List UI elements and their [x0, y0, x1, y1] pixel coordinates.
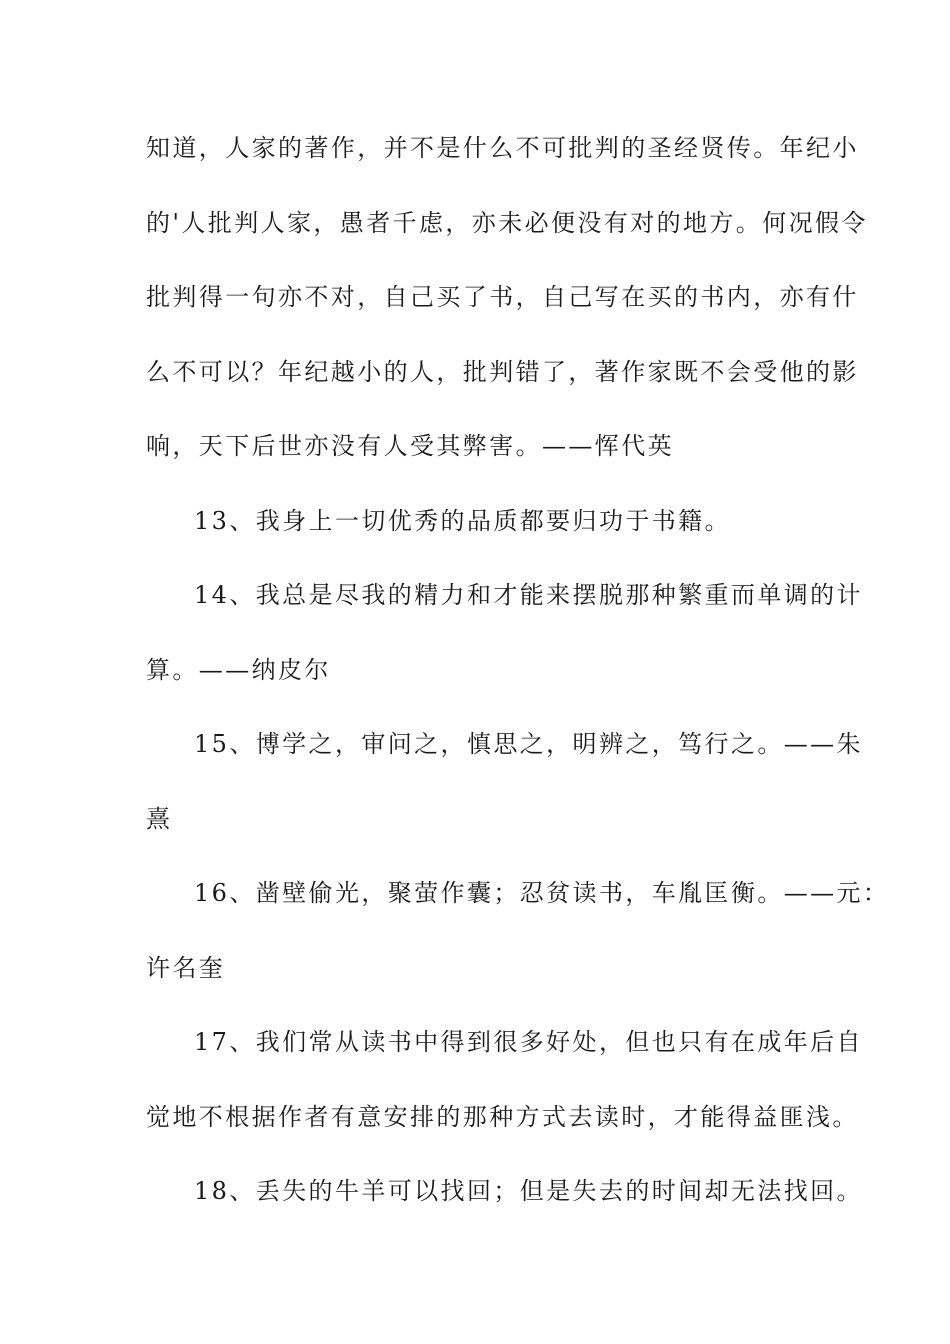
quote-18: 18、丢失的牛羊可以找回；但是失去的时间却无法找回。: [194, 1177, 863, 1205]
text-line: 批判得一句亦不对，自己买了书，自己写在买的书内，亦有什: [146, 283, 859, 311]
text-line: 响，天下后世亦没有人受其弊害。——恽代英: [146, 432, 674, 460]
text-line: 的'人批判人家，愚者千虑，亦未必便没有对的地方。何况假令: [146, 208, 868, 237]
text-line: 熹: [146, 804, 173, 833]
text-line: 算。——纳皮尔: [146, 655, 331, 684]
text-line: 么不可以？年纪越小的人，批判错了，著作家既不会受他的影: [146, 357, 859, 386]
text-line: 觉地不根据作者有意安排的那种方式去读时，才能得益匪浅。: [146, 1102, 859, 1131]
quote-14: 14、我总是尽我的精力和才能来摆脱那种繁重而单调的计: [194, 581, 863, 609]
text-line: 知道，人家的著作，并不是什么不可批判的圣经贤传。年纪小: [146, 134, 859, 162]
quote-13: 13、我身上一切优秀的品质都要归功于书籍。: [194, 506, 731, 535]
quote-16: 16、凿壁偷光，聚萤作囊；忍贫读书，车胤匡衡。——元：: [194, 879, 890, 907]
quote-15: 15、博学之，审问之，慎思之，明辨之，笃行之。——朱: [194, 730, 863, 758]
text-line: 许名奎: [146, 953, 226, 982]
quote-17: 17、我们常从读书中得到很多好处，但也只有在成年后自: [194, 1028, 863, 1056]
document-body: [146, 122, 890, 1240]
